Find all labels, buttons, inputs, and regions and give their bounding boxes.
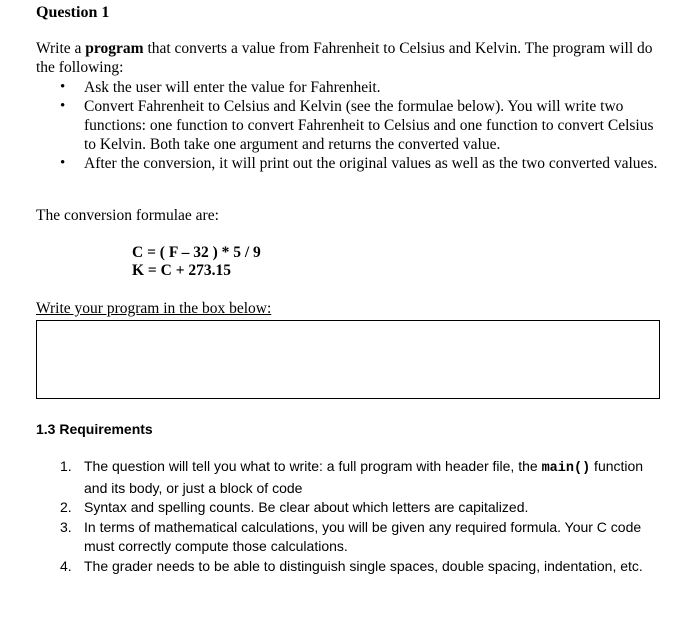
formula-block — [132, 244, 261, 280]
question-intro — [36, 39, 661, 77]
requirement-number: 2. — [60, 499, 72, 515]
intro-text-before: Write a — [36, 40, 86, 57]
main-function-code: main() — [541, 461, 591, 476]
requirement-item — [36, 518, 656, 557]
requirements-heading: 1.3 Requirements — [36, 421, 153, 437]
requirements-list — [36, 457, 656, 576]
requirement-text-before: The question will tell you what to write: a full program with header file, the — [84, 458, 542, 474]
task-text: Convert Fahrenheit to Celsius and Kelvin (see the formulae below). You will write two functions: one function to convert Fahrenheit to Celsius and one function to convert Celsius to Kelvin. Both take one argument and returns the converted value. — [84, 98, 654, 153]
task-text: Ask the user will enter the value for Fahrenheit. — [84, 79, 381, 96]
requirement-text: The grader needs to be able to distinguish single spaces, double spacing, indentation, etc. — [84, 557, 643, 574]
task-list — [36, 78, 661, 173]
celsius-formula: C = ( F – 32 ) * 5 / 9 — [132, 244, 261, 261]
answer-box-label: Write your program in the box below: — [36, 300, 272, 317]
bullet-icon: • — [60, 79, 66, 95]
requirement-text-after: function and its body, or just a block of code — [84, 458, 644, 496]
task-item — [36, 97, 661, 154]
intro-emphasis: program — [85, 40, 144, 57]
requirement-text: Syntax and spelling counts. Be clear about which letters are capitalized. — [84, 499, 529, 515]
question-heading: Question 1 — [36, 4, 110, 21]
requirement-number: 1. — [60, 458, 72, 474]
requirement-number: 4. — [60, 557, 72, 574]
bullet-icon: • — [60, 155, 66, 171]
task-item — [36, 78, 661, 97]
task-text: After the conversion, it will print out the original values as well as the two converted values. — [84, 155, 658, 172]
requirement-item — [36, 457, 656, 498]
requirement-item — [36, 557, 656, 577]
answer-box[interactable] — [36, 320, 660, 399]
requirement-item — [36, 498, 656, 518]
bullet-icon: • — [60, 98, 66, 114]
task-item — [36, 154, 661, 173]
intro-text-after: that converts a value from Fahrenheit to Celsius and Kelvin. The program will do the following: — [36, 40, 653, 76]
requirement-number: 3. — [60, 518, 72, 535]
requirement-text: In terms of mathematical calculations, you will be given any required formula. Your C code must correctly compute those calculations. — [84, 518, 642, 554]
formula-intro: The conversion formulae are: — [36, 207, 219, 224]
kelvin-formula: K = C + 273.15 — [132, 262, 232, 279]
